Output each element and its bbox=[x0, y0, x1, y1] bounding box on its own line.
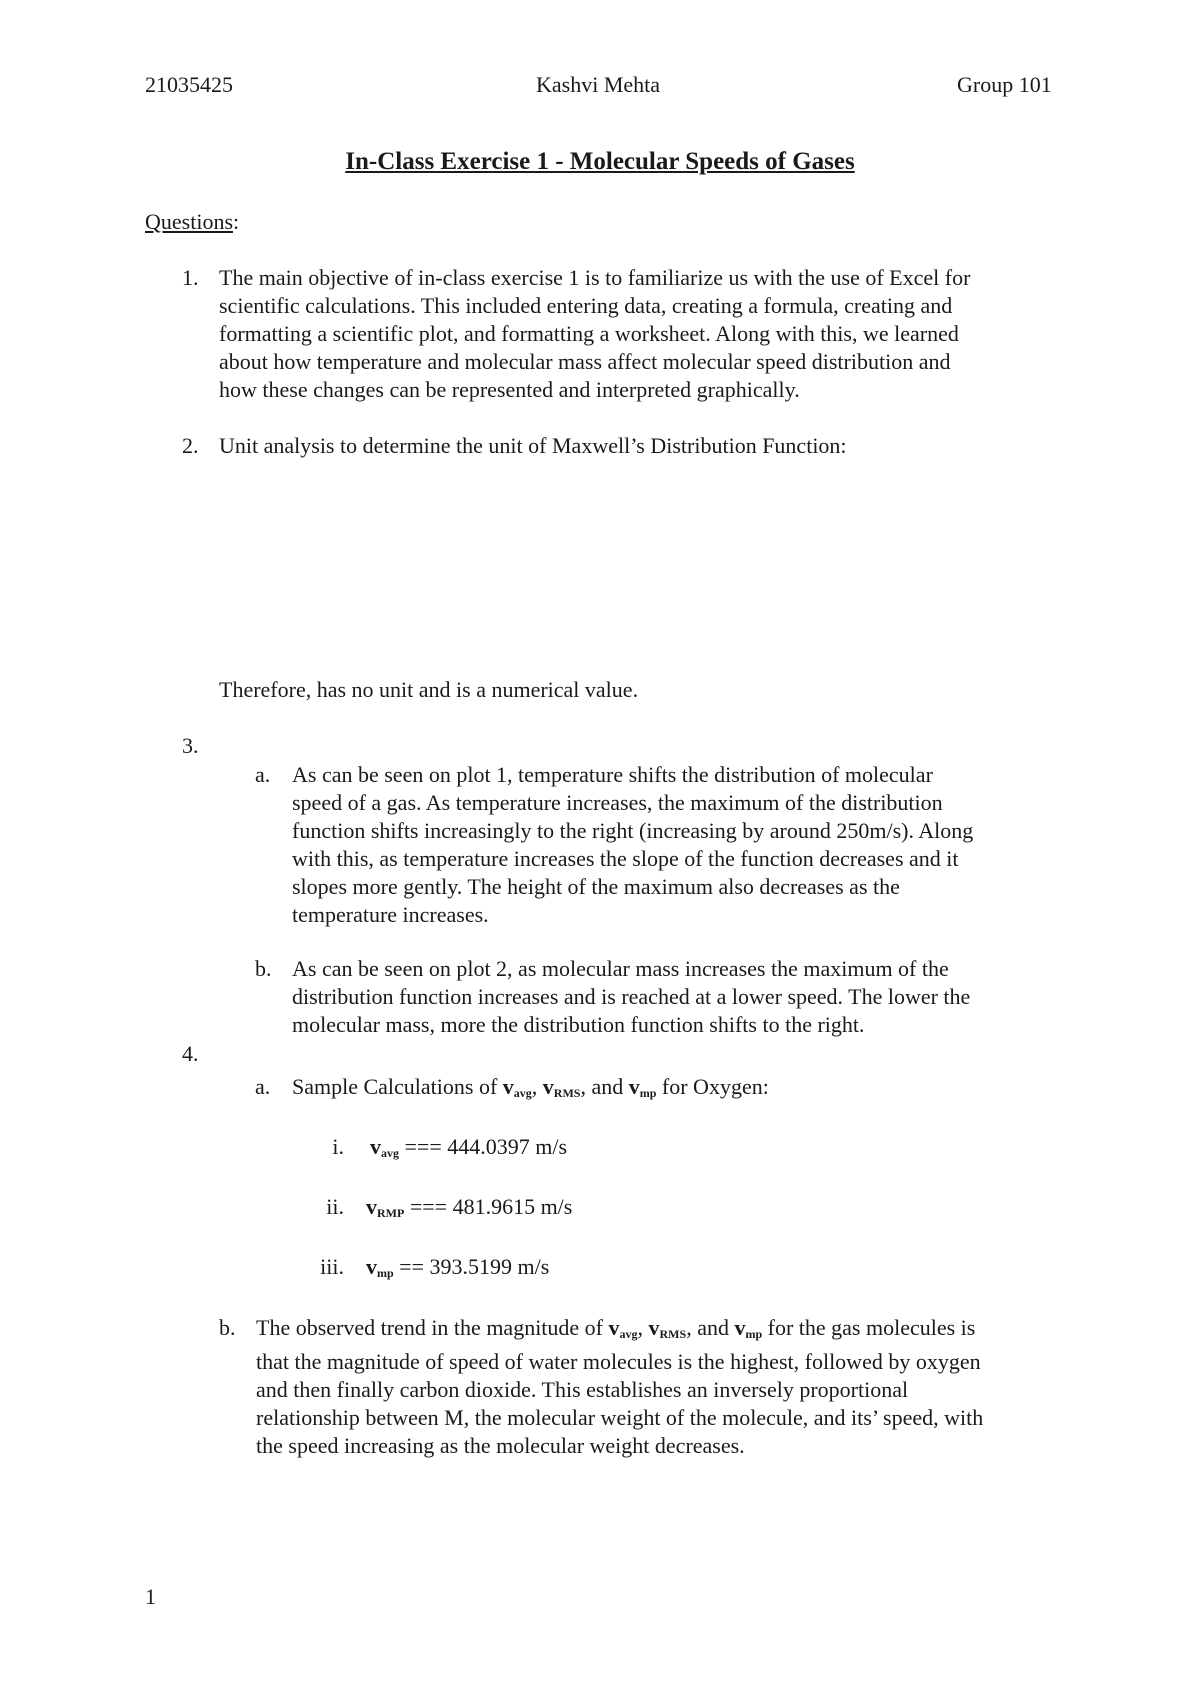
q3a-line: speed of a gas. As temperature increases, the maximum of the distribution bbox=[292, 790, 943, 815]
page-title: In-Class Exercise 1 - Molecular Speeds of Gases bbox=[345, 148, 855, 175]
calc-var bbox=[366, 1254, 394, 1279]
calc-var bbox=[366, 1194, 404, 1219]
q1-line: The main objective of in-class exercise 1 is to familiarize us with the use of Excel for bbox=[219, 265, 971, 290]
v-var: v bbox=[542, 1074, 554, 1099]
v-var: v bbox=[648, 1315, 660, 1340]
q4a-sep: , and bbox=[580, 1074, 629, 1099]
q1-line: scientific calculations. This included entering data, creating a formula, creating and bbox=[219, 293, 953, 318]
v-var: v bbox=[734, 1315, 746, 1340]
q1-line: formatting a scientific plot, and formatting a worksheet. Along with this, we learned bbox=[219, 321, 959, 346]
q4a-sep: , bbox=[531, 1074, 543, 1099]
calc-row-mp bbox=[366, 1253, 549, 1287]
calc-subscript: mp bbox=[377, 1266, 394, 1280]
v-mp-subscript: mp bbox=[639, 1086, 657, 1100]
q4b-suffix: for the gas molecules is bbox=[762, 1315, 976, 1340]
student-name: Kashvi Mehta bbox=[536, 72, 661, 97]
calc-row-rmp bbox=[366, 1193, 572, 1227]
q3a-answer bbox=[292, 761, 1112, 929]
q3b-line: molecular mass, more the distribution function shifts to the right. bbox=[292, 1012, 865, 1037]
q4a-intro bbox=[292, 1073, 769, 1107]
q4a-label: a. bbox=[255, 1074, 271, 1099]
q4a-intro-suffix: for Oxygen: bbox=[656, 1074, 769, 1099]
q3b-line: As can be seen on plot 2, as molecular mass increases the maximum of the bbox=[292, 956, 949, 981]
calc-subscript: avg bbox=[381, 1146, 399, 1160]
v-mp-subscript: mp bbox=[745, 1327, 763, 1341]
q1-line: how these changes can be represented and interpreted graphically. bbox=[219, 377, 800, 402]
calc-value: 481.9615 m/s bbox=[452, 1194, 573, 1219]
q1-number: 1. bbox=[182, 265, 199, 290]
calc-row-avg bbox=[370, 1133, 567, 1167]
q4b-answer bbox=[256, 1314, 1136, 1460]
q4a-intro-prefix: Sample Calculations of bbox=[292, 1074, 503, 1099]
student-id: 21035425 bbox=[145, 72, 233, 97]
questions-heading bbox=[145, 208, 239, 236]
v-avg-subscript: avg bbox=[513, 1086, 532, 1100]
v-rms-symbol bbox=[543, 1074, 581, 1099]
v-var: v bbox=[608, 1315, 620, 1340]
q4b-line: and then finally carbon dioxide. This establishes an inversely proportional bbox=[256, 1377, 909, 1402]
q4-number: 4. bbox=[182, 1041, 199, 1066]
q4b-sep: , bbox=[637, 1315, 649, 1340]
q3a-line: As can be seen on plot 1, temperature shifts the distribution of molecular bbox=[292, 762, 933, 787]
calc-equals: === bbox=[409, 1194, 448, 1219]
calc-numeral: iii. bbox=[320, 1254, 344, 1279]
q3b-label: b. bbox=[255, 956, 272, 981]
q3a-line: temperature increases. bbox=[292, 902, 489, 927]
questions-label: Questions bbox=[145, 209, 233, 234]
q1-answer bbox=[219, 264, 1099, 404]
v-rms-subscript: RMS bbox=[553, 1086, 581, 1100]
q3a-line: with this, as temperature increases the slope of the function decreases and it bbox=[292, 846, 959, 871]
calc-numeral: ii. bbox=[326, 1194, 344, 1219]
v-var: v bbox=[628, 1074, 640, 1099]
q3b-answer bbox=[292, 955, 1112, 1039]
v-var: v bbox=[502, 1074, 514, 1099]
q4b-line: that the magnitude of speed of water molecules is the highest, followed by oxygen bbox=[256, 1349, 981, 1374]
q3a-label: a. bbox=[255, 762, 271, 787]
q3a-line: function shifts increasingly to the right (increasing by around 250m/s). Along bbox=[292, 818, 974, 843]
q1-line: about how temperature and molecular mass affect molecular speed distribution and bbox=[219, 349, 951, 374]
q4b-line: relationship between M, the molecular weight of the molecule, and its’ speed, with bbox=[256, 1405, 984, 1430]
v-avg-subscript: avg bbox=[619, 1327, 638, 1341]
q4b-label: b. bbox=[219, 1315, 236, 1340]
v-rms-subscript: RMS bbox=[659, 1327, 687, 1341]
calc-var-letter: v bbox=[366, 1254, 377, 1279]
calc-value: 444.0397 m/s bbox=[447, 1134, 568, 1159]
q4b-prefix: The observed trend in the magnitude of bbox=[256, 1315, 609, 1340]
calc-var-letter: v bbox=[366, 1194, 377, 1219]
group-label: Group 101 bbox=[957, 72, 1052, 97]
calc-var bbox=[370, 1134, 399, 1159]
v-mp-symbol bbox=[629, 1074, 657, 1099]
calc-var-letter: v bbox=[370, 1134, 381, 1159]
v-rms-symbol bbox=[649, 1315, 687, 1340]
calc-value: 393.5199 m/s bbox=[429, 1254, 550, 1279]
q3-number: 3. bbox=[182, 733, 199, 758]
q4b-line: the speed increasing as the molecular weight decreases. bbox=[256, 1433, 745, 1458]
calc-subscript: RMP bbox=[377, 1206, 405, 1220]
calc-equals: === bbox=[404, 1134, 442, 1159]
q3b-line: distribution function increases and is reached at a lower speed. The lower the bbox=[292, 984, 971, 1009]
v-avg-symbol bbox=[609, 1315, 638, 1340]
page-number: 1 bbox=[145, 1584, 156, 1609]
q2-number: 2. bbox=[182, 433, 199, 458]
q4b-line bbox=[256, 1314, 1136, 1348]
q3a-line: slopes more gently. The height of the maximum also decreases as the bbox=[292, 874, 900, 899]
v-mp-symbol bbox=[734, 1315, 762, 1340]
calc-numeral: i. bbox=[332, 1134, 344, 1159]
questions-colon: : bbox=[233, 209, 240, 234]
q2-text: Unit analysis to determine the unit of Maxwell’s Distribution Function: bbox=[219, 433, 847, 458]
calc-equals: == bbox=[399, 1254, 424, 1279]
q4b-sep: , and bbox=[686, 1315, 735, 1340]
v-avg-symbol bbox=[503, 1074, 532, 1099]
q2-conclusion: Therefore, has no unit and is a numerical value. bbox=[219, 677, 639, 702]
